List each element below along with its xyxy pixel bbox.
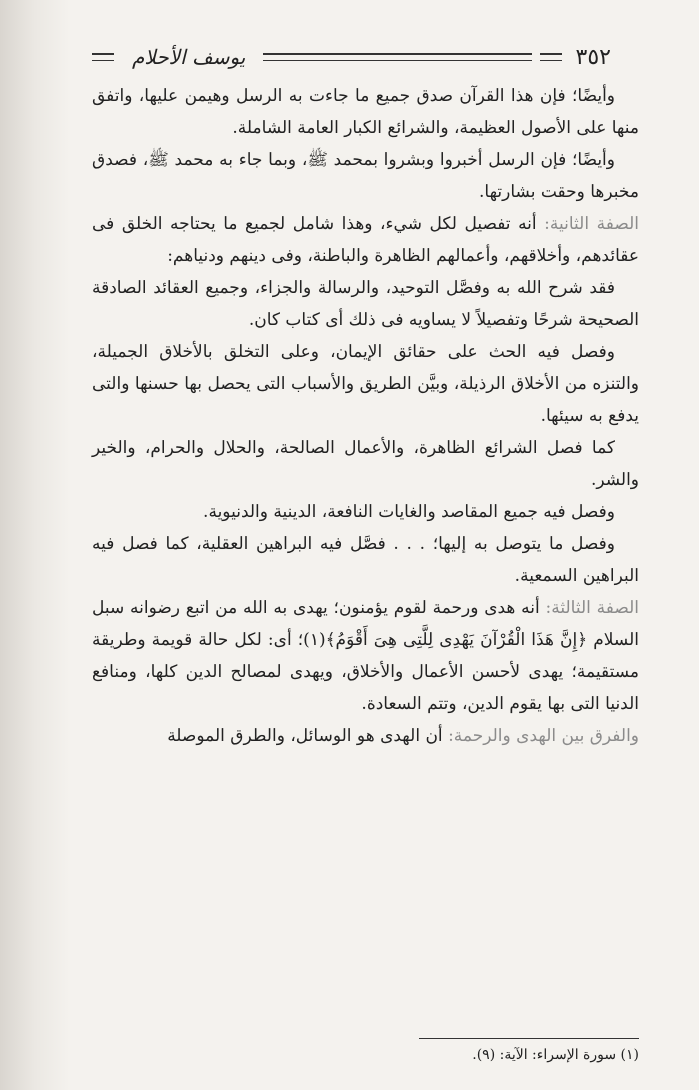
header-rule-short-right	[540, 53, 562, 61]
paragraph	[92, 432, 639, 496]
paragraph	[92, 80, 639, 144]
paragraph	[92, 208, 639, 272]
running-title: يوسف الأحلام	[132, 45, 246, 69]
paragraph-text: وفصل فيه الحث على حقائق الإيمان، وعلى التخلق بالأخلاق الجميلة، والتنزه من الأخلاق الرذيلة، وبيَّن الطريق والأسباب التى يحصل بها حسنها والتى يدفع به سيئها.	[92, 342, 639, 426]
paragraph-text: أن الهدى هو الوسائل، والطرق الموصلة	[167, 726, 449, 746]
binding-shadow	[0, 0, 70, 1090]
page-header	[92, 40, 639, 74]
paragraph	[92, 144, 639, 208]
paragraph-text: وأيضًا؛ فإن الرسل أخبروا وبشروا بمحمد ﷺ، وبما جاء به محمد ﷺ، فصدق مخبرها وحقت بشارتها.	[92, 150, 639, 202]
paragraph	[92, 720, 639, 752]
paragraph	[92, 496, 639, 528]
paragraph-text: وأيضًا؛ فإن هذا القرآن صدق جميع ما جاءت به الرسل وهيمن عليها، واتفق منها على الأصول العظيمة، والشرائع الكبار العامة الشاملة.	[92, 86, 639, 138]
header-rules	[92, 45, 562, 69]
paragraph-text: أنه تفصيل لكل شيء، وهذا شامل لجميع ما يحتاجه الخلق فى عقائدهم، وأخلاقهم، وأعمالهم الظاهرة والباطنة، وفى دينهم ودنياهم:	[92, 214, 639, 266]
footnote: (١) سورة الإسراء: الآية: (٩).	[472, 1047, 639, 1063]
paragraph	[92, 528, 639, 592]
section-label: الصفة الثانية:	[544, 214, 639, 234]
paragraph-text: كما فصل الشرائع الظاهرة، والأعمال الصالحة، والحلال والحرام، والخير والشر.	[92, 438, 639, 490]
header-rule-short-left	[92, 53, 114, 61]
paragraph-text: فقد شرح الله به وفصَّل التوحيد، والرسالة والجزاء، وجميع العقائد الصادقة الصحيحة شرحًا وتفصيلاً لا يساويه فى ذلك أى كتاب كان.	[92, 278, 639, 330]
paragraph	[92, 592, 639, 720]
paragraph	[92, 336, 639, 432]
body-text	[92, 80, 639, 752]
page-number: ٣٥٢	[575, 44, 611, 70]
paragraph-text: وفصل فيه جميع المقاصد والغايات النافعة، الدينية والدنيوية.	[203, 502, 615, 522]
header-rule-long	[263, 53, 531, 61]
section-label: والفرق بين الهدى والرحمة:	[448, 726, 639, 746]
paragraph	[92, 272, 639, 336]
paragraph-text: أنه هدى ورحمة لقوم يؤمنون؛ يهدى به الله من اتبع رضوانه سبل السلام ﴿إِنَّ هَذَا الْقُرْآنَ يَهْدِى لِلَّتِى هِىَ أَقْوَمُ﴾(١)؛ أى: لكل حالة قويمة وطريقة مستقيمة؛ يهدى لأحسن الأعمال والأخلاق، ويهدى لمصالح الدين كلها، ومنافع الدنيا التى بها يقوم الدين، وتتم السعادة.	[92, 598, 639, 714]
section-label: الصفة الثالثة:	[545, 598, 639, 618]
paragraph-text: وفصل ما يتوصل به إليها؛ . . . فصَّل فيه البراهين العقلية، كما فصل فيه البراهين السمعية.	[92, 534, 639, 586]
footnote-separator	[419, 1038, 639, 1039]
